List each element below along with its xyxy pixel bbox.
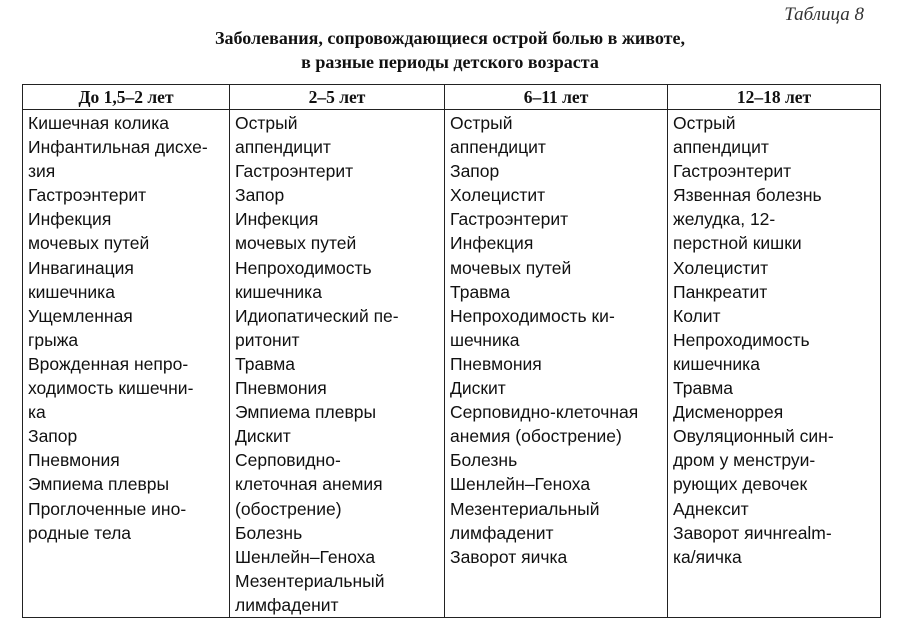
disease-line: аппендицит — [673, 137, 769, 158]
disease-line: Аднексит — [673, 498, 749, 519]
disease-line: Серповидно-клеточная — [450, 402, 639, 423]
disease-line: Пневмония — [450, 353, 542, 374]
disease-line: Пневмония — [235, 378, 327, 399]
disease-line: грыжа — [28, 329, 79, 350]
disease-line: Заворот яичка — [450, 546, 568, 567]
disease-line: Травма — [235, 353, 296, 374]
disease-line: Заворот яичнrealm- — [673, 522, 832, 543]
disease-line: родные тела — [28, 522, 132, 543]
disease-line: кишечника — [28, 281, 115, 302]
disease-line: Серповидно- — [235, 450, 341, 471]
disease-line: Непроходимость — [235, 257, 372, 278]
disease-line: рующих девочек — [673, 474, 808, 495]
disease-line: зия — [28, 161, 56, 182]
disease-line: Кишечная колика — [28, 113, 169, 133]
disease-line: мочевых путей — [28, 233, 150, 254]
disease-line: ка/яичка — [673, 546, 742, 567]
disease-line: Гастроэнтерит — [450, 209, 569, 230]
disease-line: Дискит — [450, 378, 506, 399]
header-age-6-11: 6–11 лет — [445, 85, 668, 110]
disease-line: Травма — [450, 281, 511, 302]
disease-line: Запор — [235, 185, 285, 206]
disease-line: Язвенная болезнь — [673, 185, 822, 206]
disease-line: Запор — [450, 161, 500, 182]
disease-line: Шенлейн–Геноха — [450, 474, 591, 495]
disease-line: анемия (обострение) — [450, 426, 622, 447]
disease-line: лимфаденит — [450, 522, 554, 543]
header-row — [23, 85, 881, 110]
disease-line: Запор — [28, 426, 78, 447]
column-age-12-18 — [668, 110, 881, 618]
disease-line: Острый — [673, 113, 736, 133]
disease-line: дром у менструи- — [673, 450, 816, 471]
disease-line: Проглоченные ино- — [28, 498, 187, 519]
column-age-2-5 — [230, 110, 445, 618]
disease-line: Гастроэнтерит — [28, 185, 147, 206]
disease-line: ходимость кишечни- — [28, 378, 194, 399]
disease-line: Панкреатит — [673, 281, 768, 302]
disease-line: Мезентериальный — [450, 498, 600, 519]
disease-line: Эмпиема плевры — [235, 402, 377, 423]
header-age-12-18: 12–18 лет — [668, 85, 881, 110]
disease-line: лимфаденит — [235, 594, 339, 615]
disease-line: Колит — [673, 305, 721, 326]
disease-line: ка — [28, 402, 46, 423]
column-age-6-11 — [445, 110, 668, 618]
disease-line: аппендицит — [235, 137, 331, 158]
disease-line: перстной кишки — [673, 233, 802, 254]
table-title-line-1: Заболевания, сопровождающиеся острой болью в животе, — [215, 28, 685, 48]
table-number-label: Таблица 8 — [784, 4, 864, 25]
disease-line: кишечника — [673, 353, 760, 374]
disease-line: Эмпиема плевры — [28, 474, 170, 495]
disease-line: Острый — [450, 113, 513, 133]
disease-line: ритонит — [235, 329, 300, 350]
header-age-0-2: До 1,5–2 лет — [23, 85, 230, 110]
disease-line: Идиопатический пе- — [235, 305, 399, 326]
disease-line: Холецистит — [673, 257, 769, 278]
disease-line: Дисменоррея — [673, 402, 784, 423]
disease-line: Острый — [235, 113, 298, 133]
disease-line: Болезнь — [235, 522, 303, 543]
disease-line: Инфекция — [235, 209, 319, 230]
disease-line: аппендицит — [450, 137, 546, 158]
disease-line: клеточная анемия — [235, 474, 383, 495]
disease-line: Инфекция — [28, 209, 112, 230]
disease-line: мочевых путей — [450, 257, 572, 278]
disease-line: Болезнь — [450, 450, 518, 471]
disease-line: Мезентериальный — [235, 570, 385, 591]
disease-line: Шенлейн–Геноха — [235, 546, 376, 567]
disease-line: Холецистит — [450, 185, 546, 206]
disease-line: (обострение) — [235, 498, 342, 519]
disease-line: Гастроэнтерит — [673, 161, 792, 182]
diseases-table — [22, 84, 881, 618]
disease-line: Овуляционный син- — [673, 426, 834, 447]
header-age-2-5: 2–5 лет — [230, 85, 445, 110]
disease-line: Пневмония — [28, 450, 120, 471]
disease-line: Дискит — [235, 426, 291, 447]
disease-line: Травма — [673, 378, 734, 399]
disease-line: шечника — [450, 329, 520, 350]
table-title-line-2: в разные периоды детского возраста — [301, 52, 599, 72]
column-age-0-2 — [23, 110, 230, 618]
disease-line: Ущемленная — [28, 305, 133, 326]
disease-line: мочевых путей — [235, 233, 357, 254]
disease-line: Врожденная непро- — [28, 353, 189, 374]
disease-line: Инфантильная дисхе- — [28, 137, 208, 158]
disease-line: желудка, 12- — [673, 209, 776, 230]
disease-line: Инфекция — [450, 233, 534, 254]
disease-line: Непроходимость — [673, 329, 810, 350]
diseases-row — [23, 110, 881, 618]
disease-line: Инвагинация — [28, 257, 134, 278]
disease-line: Гастроэнтерит — [235, 161, 354, 182]
disease-line: кишечника — [235, 281, 322, 302]
table-title — [0, 26, 900, 74]
disease-line: Непроходимость ки- — [450, 305, 615, 326]
